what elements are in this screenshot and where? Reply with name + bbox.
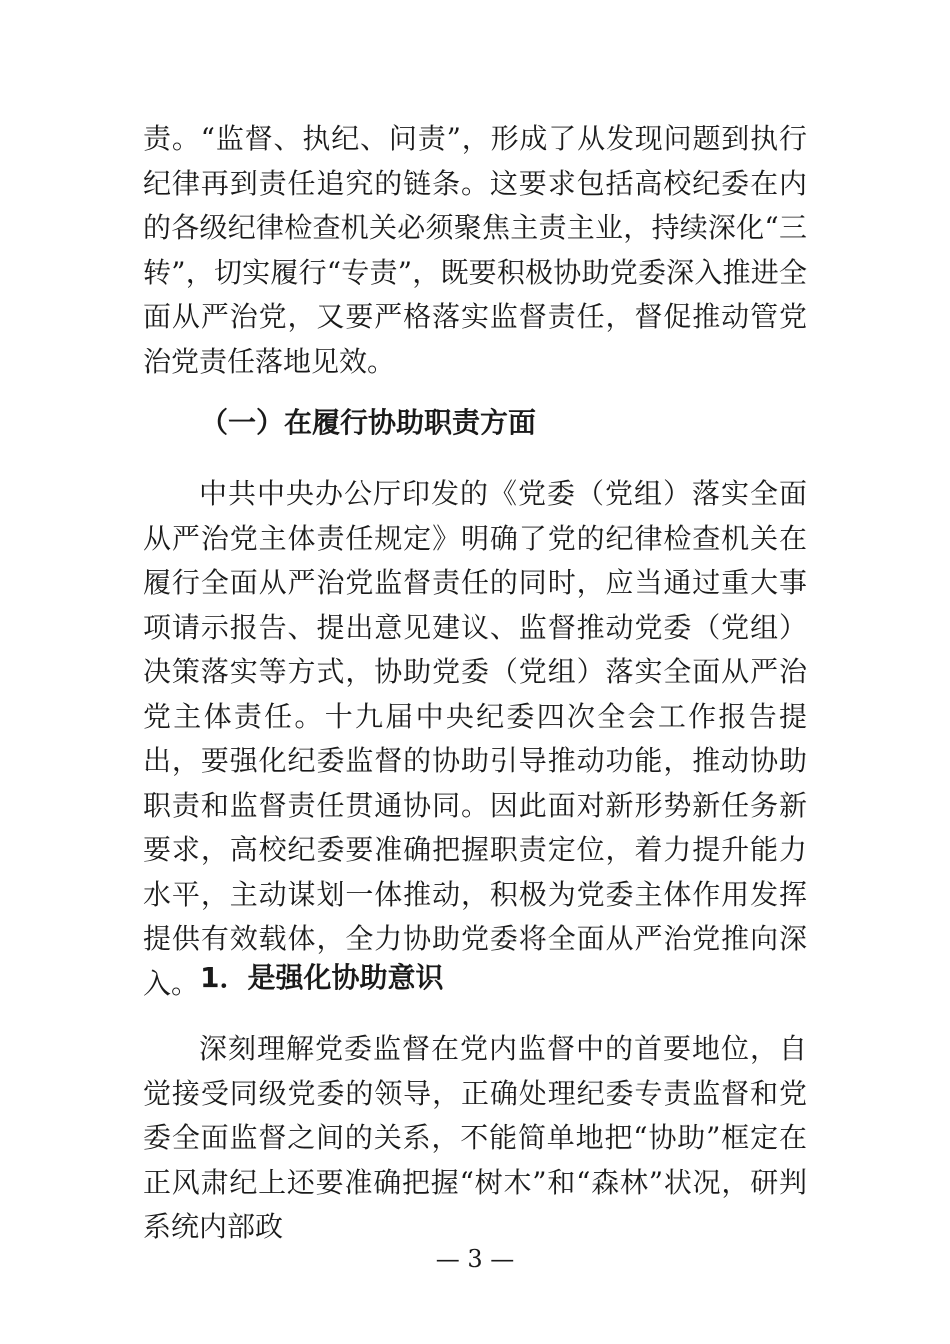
subheading: 1．是强化协助意识 (200, 961, 444, 994)
paragraph-continuation: 责。“监督、执纪、问责”，形成了从发现问题到执行纪律再到责任追究的链条。这要求包括高校纪委在内的各级纪律检查机关必须聚焦主责主业，持续深化“三转”，切实履行“专责”，既要积极协助党委深入推进全面从严治党，又要严格落实监督责任，督促推动管党治党责任落地见效。 (143, 122, 807, 378)
page-number: — 3 — (435, 1245, 515, 1273)
section-heading: （一）在履行协助职责方面 (200, 406, 537, 439)
section-paragraph: 中共中央办公厅印发的《党委（党组）落实全面从严治党主体责任规定》明确了党的纪律检查机关在履行全面从严治党监督责任的同时，应当通过重大事项请示报告、提出意见建议、监督推动党委（党组）决策落实等方式，协助党委（党组）落实全面从严治党主体责任。十九届中央纪委四次全会工作报告提出，要强化纪委监督的协助引导推动功能，推动协助职责和监督责任贯通协同。因此面对新形势新任务新要求，高校纪委要准确把握职责定位，着力提升能力水平，主动谋划一体推动，积极为党委主体作用发挥提供有效载体，全力协助党委将全面从严治党推向深入。 (143, 477, 807, 1000)
sub-paragraph: 深刻理解党委监督在党内监督中的首要地位，自觉接受同级党委的领导，正确处理纪委专责监督和党委全面监督之间的关系，不能简单地把“协助”框定在正风肃纪上还要准确把握“树木”和“森林”状况，研判系统内部政 (143, 1032, 807, 1243)
